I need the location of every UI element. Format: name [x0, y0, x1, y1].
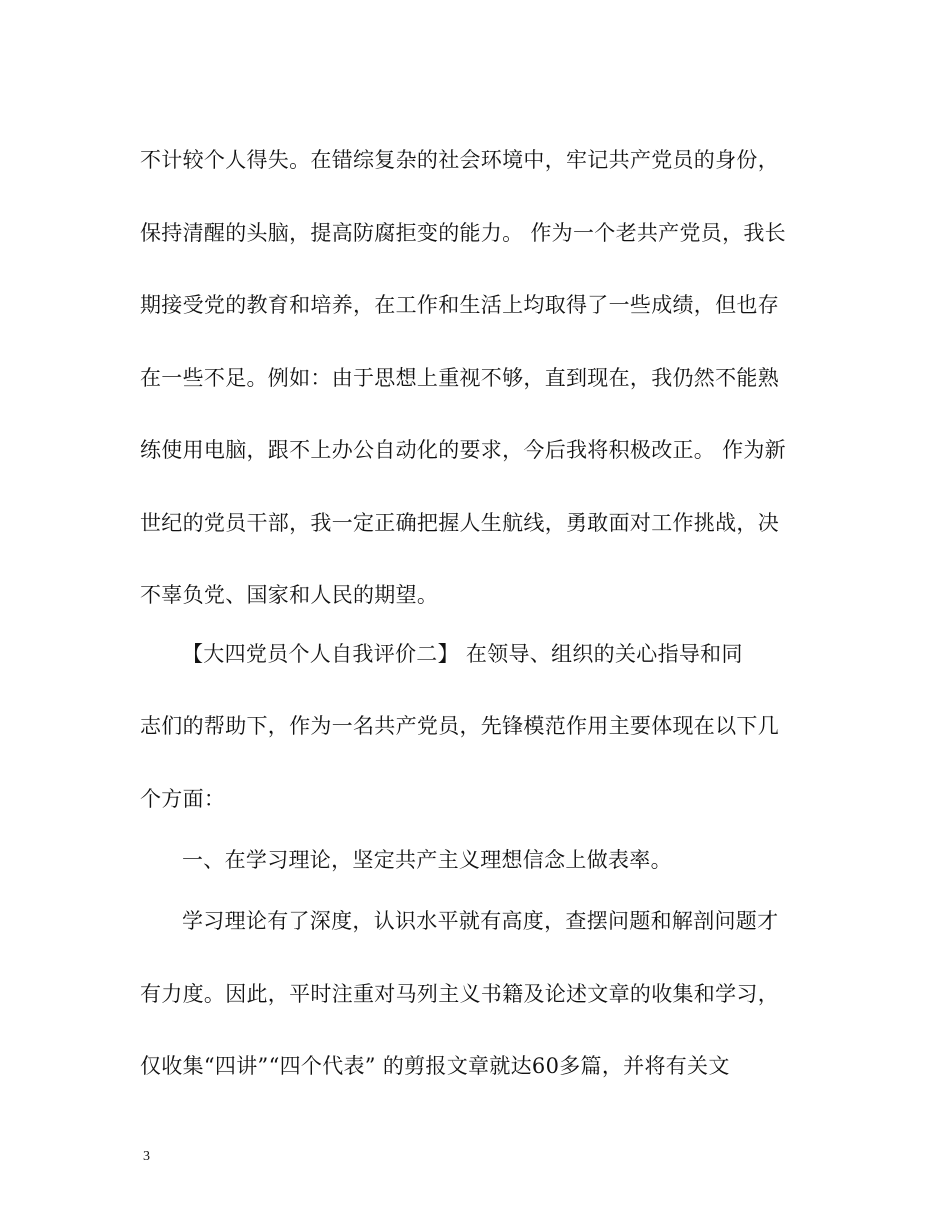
body-text-line: 不辜负党、国家和人民的期望。 [140, 583, 439, 607]
body-text-line: 学习理论有了深度，认识水平就有高度，查摆问题和解剖问题才 [182, 909, 779, 933]
body-text-line: 志们的帮助下，作为一名共产党员，先锋模范作用主要体现在以下几 [140, 714, 779, 738]
body-text-line: 练使用电脑，跟不上办公自动化的要求，今后我将积极改正。 作为新 [140, 438, 786, 462]
body-text-line: 个方面： [140, 787, 226, 811]
body-text-line: 期接受党的教育和培养，在工作和生活上均取得了一些成绩，但也存 [140, 293, 779, 317]
page-number: 3 [143, 1149, 150, 1164]
body-text-line: 不计较个人得失。在错综复杂的社会环境中，牢记共产党员的身份， [140, 148, 779, 172]
body-text-line: 保持清醒的头脑，提高防腐拒变的能力。 作为一个老共产党员，我长 [140, 221, 786, 245]
body-text-line: 世纪的党员干部，我一定正确把握人生航线，勇敢面对工作挑战，决 [140, 511, 779, 535]
subheading-line: 一、在学习理论，坚定共产主义理想信念上做表率。 [182, 848, 672, 872]
body-text-line: 在一些不足。例如：由于思想上重视不够，直到现在，我仍然不能熟 [140, 366, 779, 390]
body-text-line: 有力度。因此，平时注重对马列主义书籍及论述文章的收集和学习， [140, 982, 779, 1006]
body-text-line: 仅收集“四讲”“四个代表” 的剪报文章就达60多篇，并将有关文 [140, 1054, 730, 1078]
section-heading-line: 【大四党员个人自我评价二】 在领导、组织的关心指导和同 [182, 642, 743, 666]
